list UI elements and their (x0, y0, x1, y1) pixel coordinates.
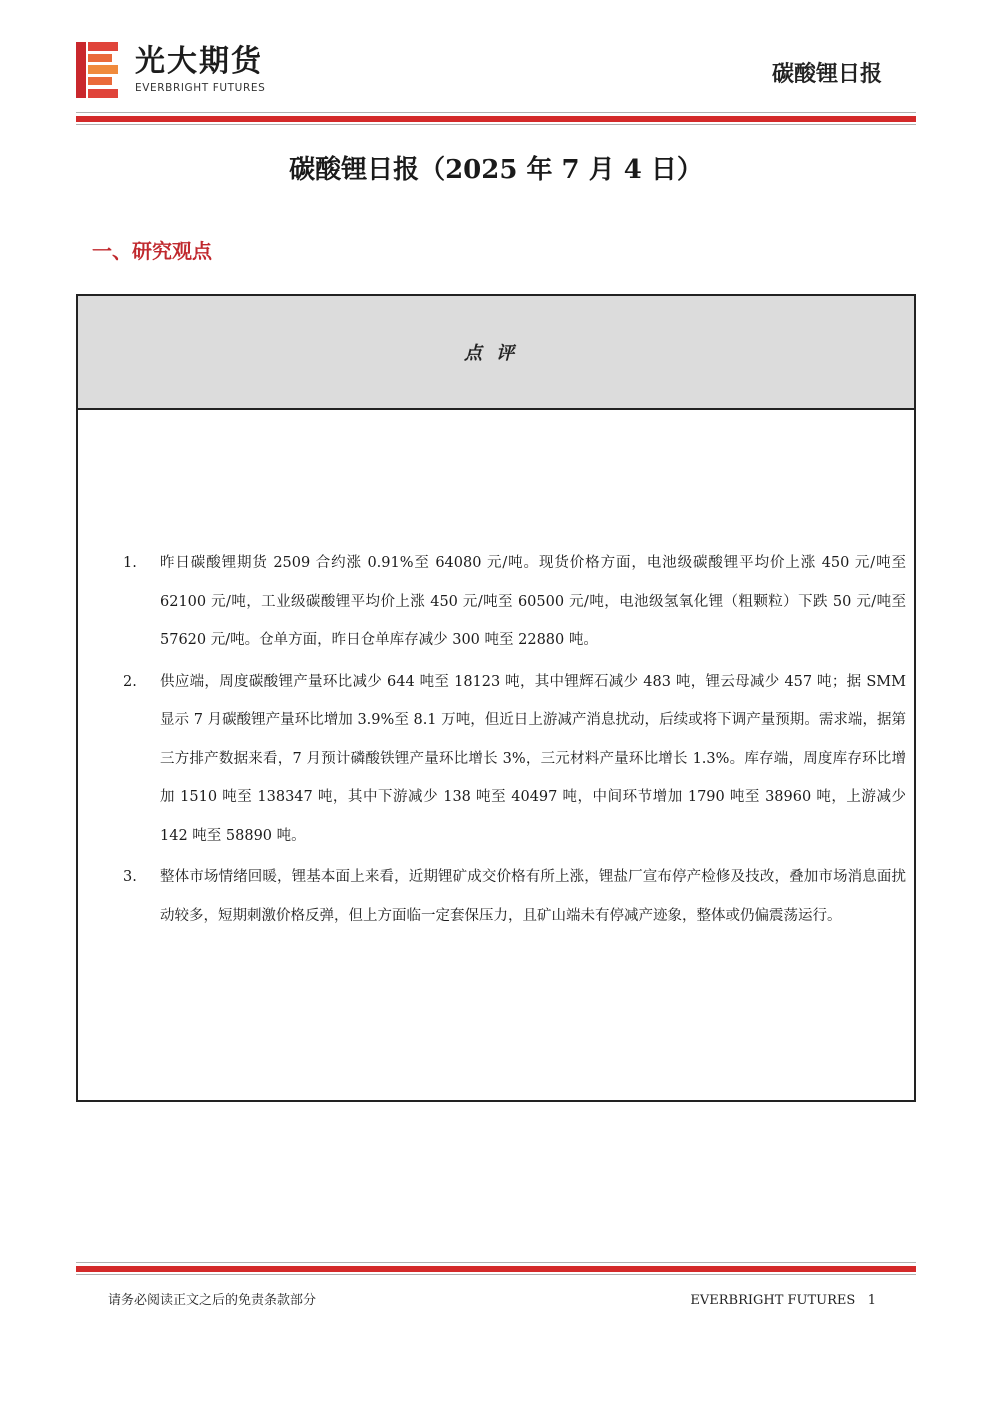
header-divider-red (76, 116, 916, 122)
header-divider-thin (76, 112, 916, 113)
list-item-number: 2. (123, 673, 137, 690)
comment-box-header (78, 296, 914, 410)
list-item (78, 858, 914, 935)
list-item-text: 整体市场情绪回暖，锂基本面上来看，近期锂矿成交价格有所上涨，锂盐厂宣布停产检修及技改，叠加市场消息面扰动较多，短期刺激价格反弹，但上方面临一定套保压力，且矿山端未有停减产迹象，整体或仍偏震荡运行。 (160, 869, 906, 924)
comment-box (76, 294, 916, 1102)
section-heading: 一、研究观点 (92, 239, 212, 263)
header-divider-thin-lower (76, 124, 916, 125)
footer-divider-thin (76, 1262, 916, 1263)
footer-divider-red (76, 1266, 916, 1272)
comment-list (78, 544, 914, 938)
footer-brand: EVERBRIGHT FUTURES (690, 1293, 856, 1308)
brand-name-cn: 光大期货 (135, 44, 263, 79)
list-item (78, 663, 914, 856)
everbright-logo-icon (76, 42, 118, 98)
comment-box-title: 点评 (464, 343, 528, 364)
report-title: 碳酸锂日报（2025 年 7 月 4 日） (289, 155, 703, 185)
footer-divider-thin-lower (76, 1274, 916, 1275)
list-item-number: 1. (123, 555, 137, 571)
footer-disclaimer: 请务必阅读正文之后的免责条款部分 (108, 1293, 317, 1308)
list-item-text: 昨日碳酸锂期货 2509 合约涨 0.91%至 64080 元/吨。现货价格方面，电池级碳酸锂平均价上涨 450 元/吨至 62100 元/吨，工业级碳酸锂平均价上涨 450 元/吨至 60500 元/吨，电池级氢氧化锂（粗颗粒）下跌 50 元/吨至 57620 元/吨。仓单方面，昨日仓单库存减少 300 吨至 22880 吨。 (160, 555, 906, 648)
list-item-text: 供应端，周度碳酸锂产量环比减少 644 吨至 18123 吨，其中锂辉石减少 483 吨，锂云母减少 457 吨；据 SMM 显示 7 月碳酸锂产量环比增加 3.9%至 8.1 万吨，但近日上游减产消息扰动，后续或将下调产量预期。需求端，据第三方排产数据来看，7 月预计磷酸铁锂产量环比增长 3%，三元材料产量环比增长 1.3%。库存端，周度库存环比增加 1510 吨至 138347 吨，其中下游减少 138 吨至 40497 吨，中间环节增加 1790 吨至 38960 吨，上游减少 142 吨至 58890 吨。 (160, 673, 906, 844)
page-number: 1 (867, 1293, 876, 1308)
list-item (78, 544, 914, 660)
brand-name-en: EVERBRIGHT FUTURES (135, 82, 266, 94)
header-report-name: 碳酸锂日报 (771, 62, 882, 87)
list-item-number: 3. (123, 869, 137, 885)
footer-brand-page (690, 1292, 876, 1310)
